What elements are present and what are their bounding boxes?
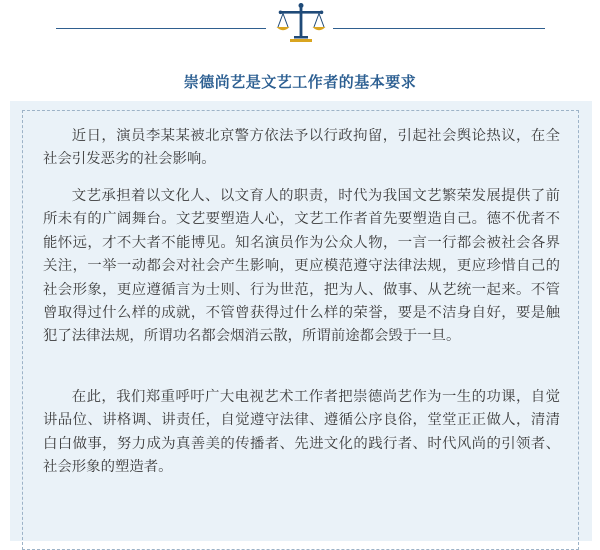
paragraph-1: 近日，演员李某某被北京警方依法予以行政拘留，引起社会舆论热议，在全社会引发恶劣的社会影响。 [43,128,560,168]
scales-of-justice-icon [275,2,327,44]
article-title: 崇德尚艺是文艺工作者的基本要求 [183,73,417,92]
paragraph-2: 文艺承担着以文化人、以文育人的职责，时代为我国文艺繁荣发展提供了前所未有的广阔舞台。文艺要塑造人心，文艺工作者首先要塑造自己。德不优者不能怀远，才不大者不能博见。知名演员作为公众人物，一言一行都会被社会各界关注，一举一动都会对社会产生影响，更应模范遵守法律法规，更应珍惜自己的社会形象，更应遵循言为士则、行为世范，把为人、做事、从艺统一起来。不管曾取得过什么样的成就，不管曾获得过什么样的荣誉，要是不洁身自好，要是触犯了法律法规，所谓功名都会烟消云散，所谓前途都会毁于一旦。 [43,188,560,345]
header-divider-right [333,28,545,29]
paragraph-3: 在此，我们郑重呼吁广大电视艺术工作者把崇德尚艺作为一生的功课，自觉讲品位、讲格调、讲责任，自觉遵守法律、遵循公序良俗，堂堂正正做人，清清白白做事，努力成为真善美的传播者、先进文化的践行者、时代风尚的引领者、社会形象的塑造者。 [43,389,560,476]
header-divider-left [56,28,266,29]
